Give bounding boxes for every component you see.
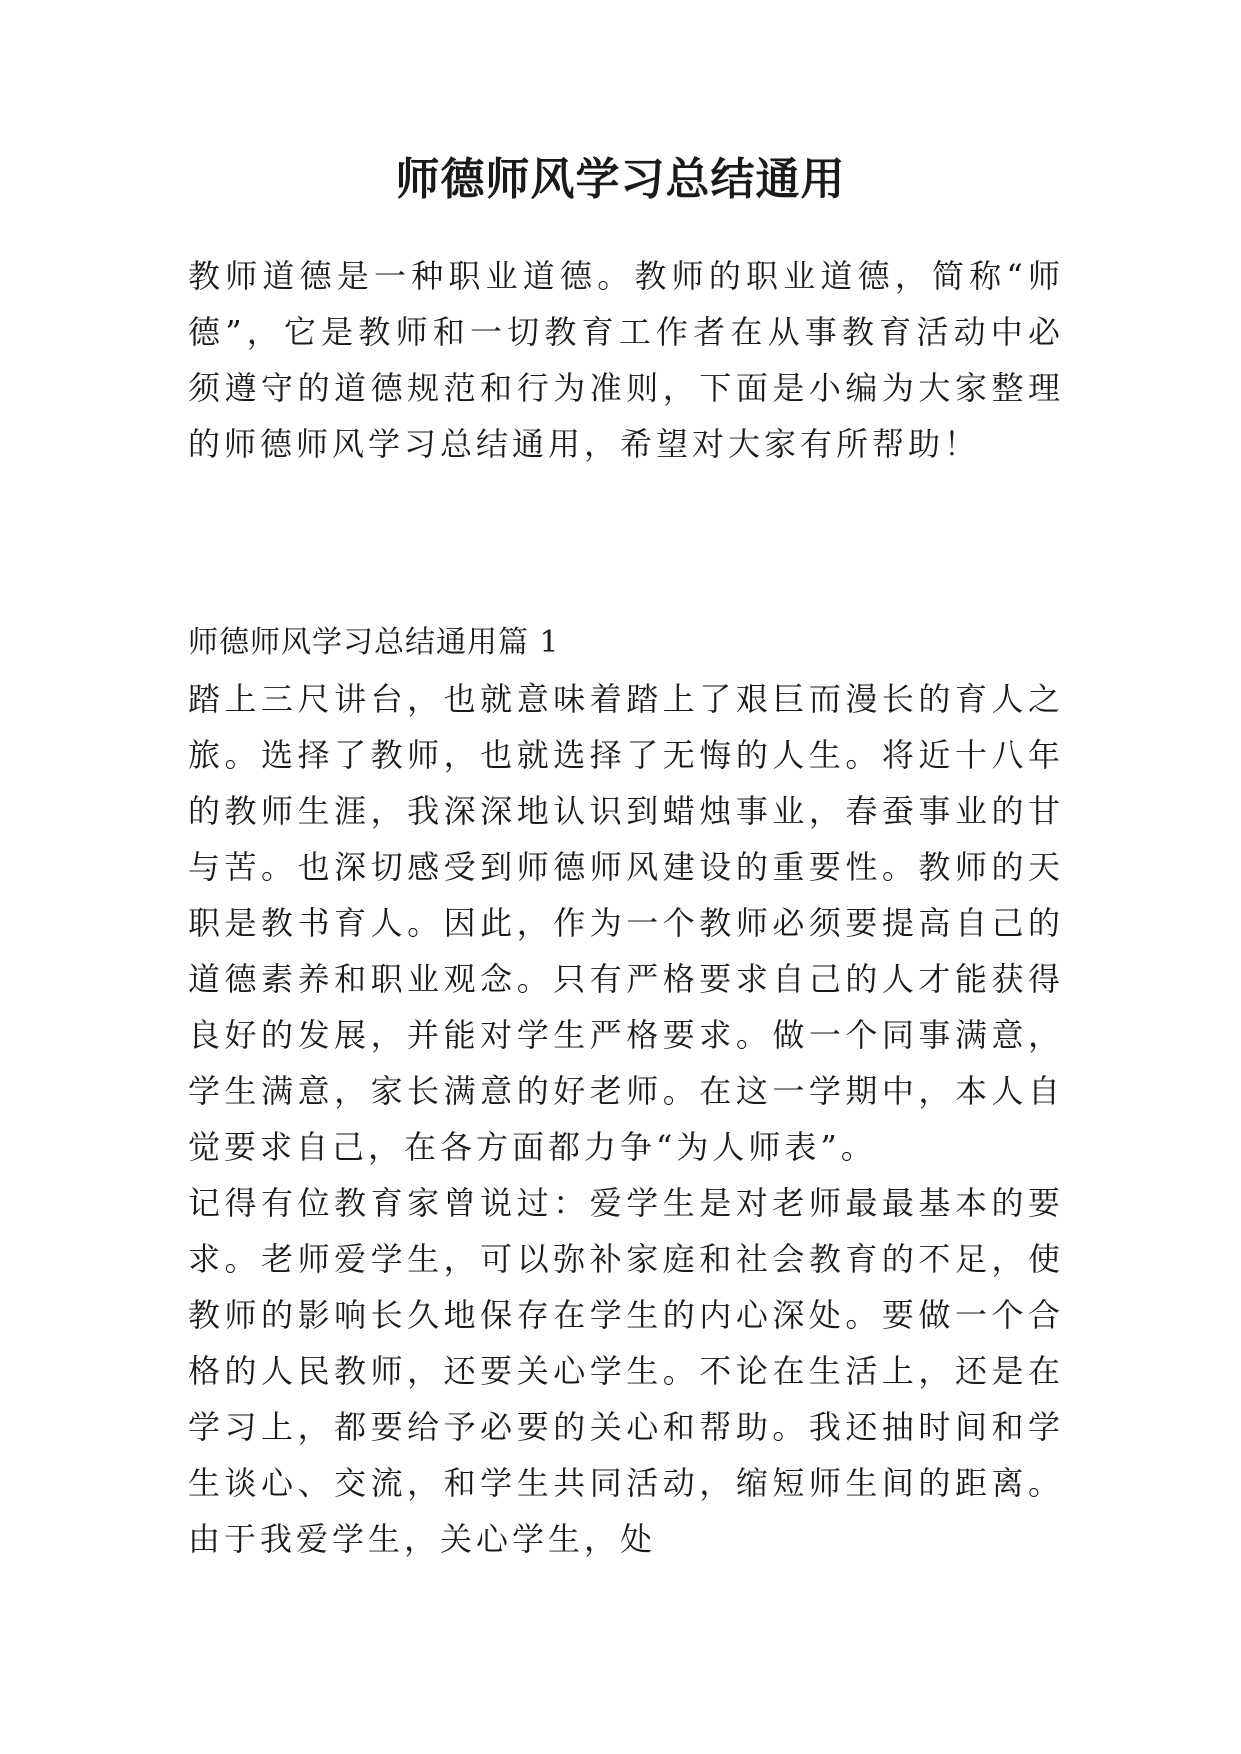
intro-paragraph: 教师道德是一种职业道德。教师的职业道德，简称“师德”，它是教师和一切教育工作者在从事教育活动中必须遵守的道德规范和行为准则，下面是小编为大家整理的师德师风学习总结通用，希望对大家有所帮助！: [188, 257, 1064, 463]
document-title: 师德师风学习总结通用: [395, 154, 846, 205]
document-body: [188, 248, 1064, 1567]
body-paragraph: 踏上三尺讲台，也就意味着踏上了艰巨而漫长的育人之旅。选择了教师，也就选择了无悔的人生。将近十八年的教师生涯，我深深地认识到蜡烛事业，春蚕事业的甘与苦。也深切感受到师德师风建设的重要性。教师的天职是教书育人。因此，作为一个教师必须要提高自己的道德素养和职业观念。只有严格要求自己的人才能获得良好的发展，并能对学生严格要求。做一个同事满意，学生满意，家长满意的好老师。在这一学期中，本人自觉要求自己，在各方面都力争“为人师表”。: [188, 680, 1064, 1166]
section-heading: 师德师风学习总结通用篇 1: [188, 625, 560, 660]
body-paragraph: 记得有位教育家曾说过：爱学生是对老师最最基本的要求。老师爱学生，可以弥补家庭和社会教育的不足，使教师的影响长久地保存在学生的内心深处。要做一个合格的人民教师，还要关心学生。不论在生活上，还是在学习上，都要给予必要的关心和帮助。我还抽时间和学生谈心、交流，和学生共同活动，缩短师生间的距离。由于我爱学生，关心学生，处: [188, 1184, 1064, 1558]
